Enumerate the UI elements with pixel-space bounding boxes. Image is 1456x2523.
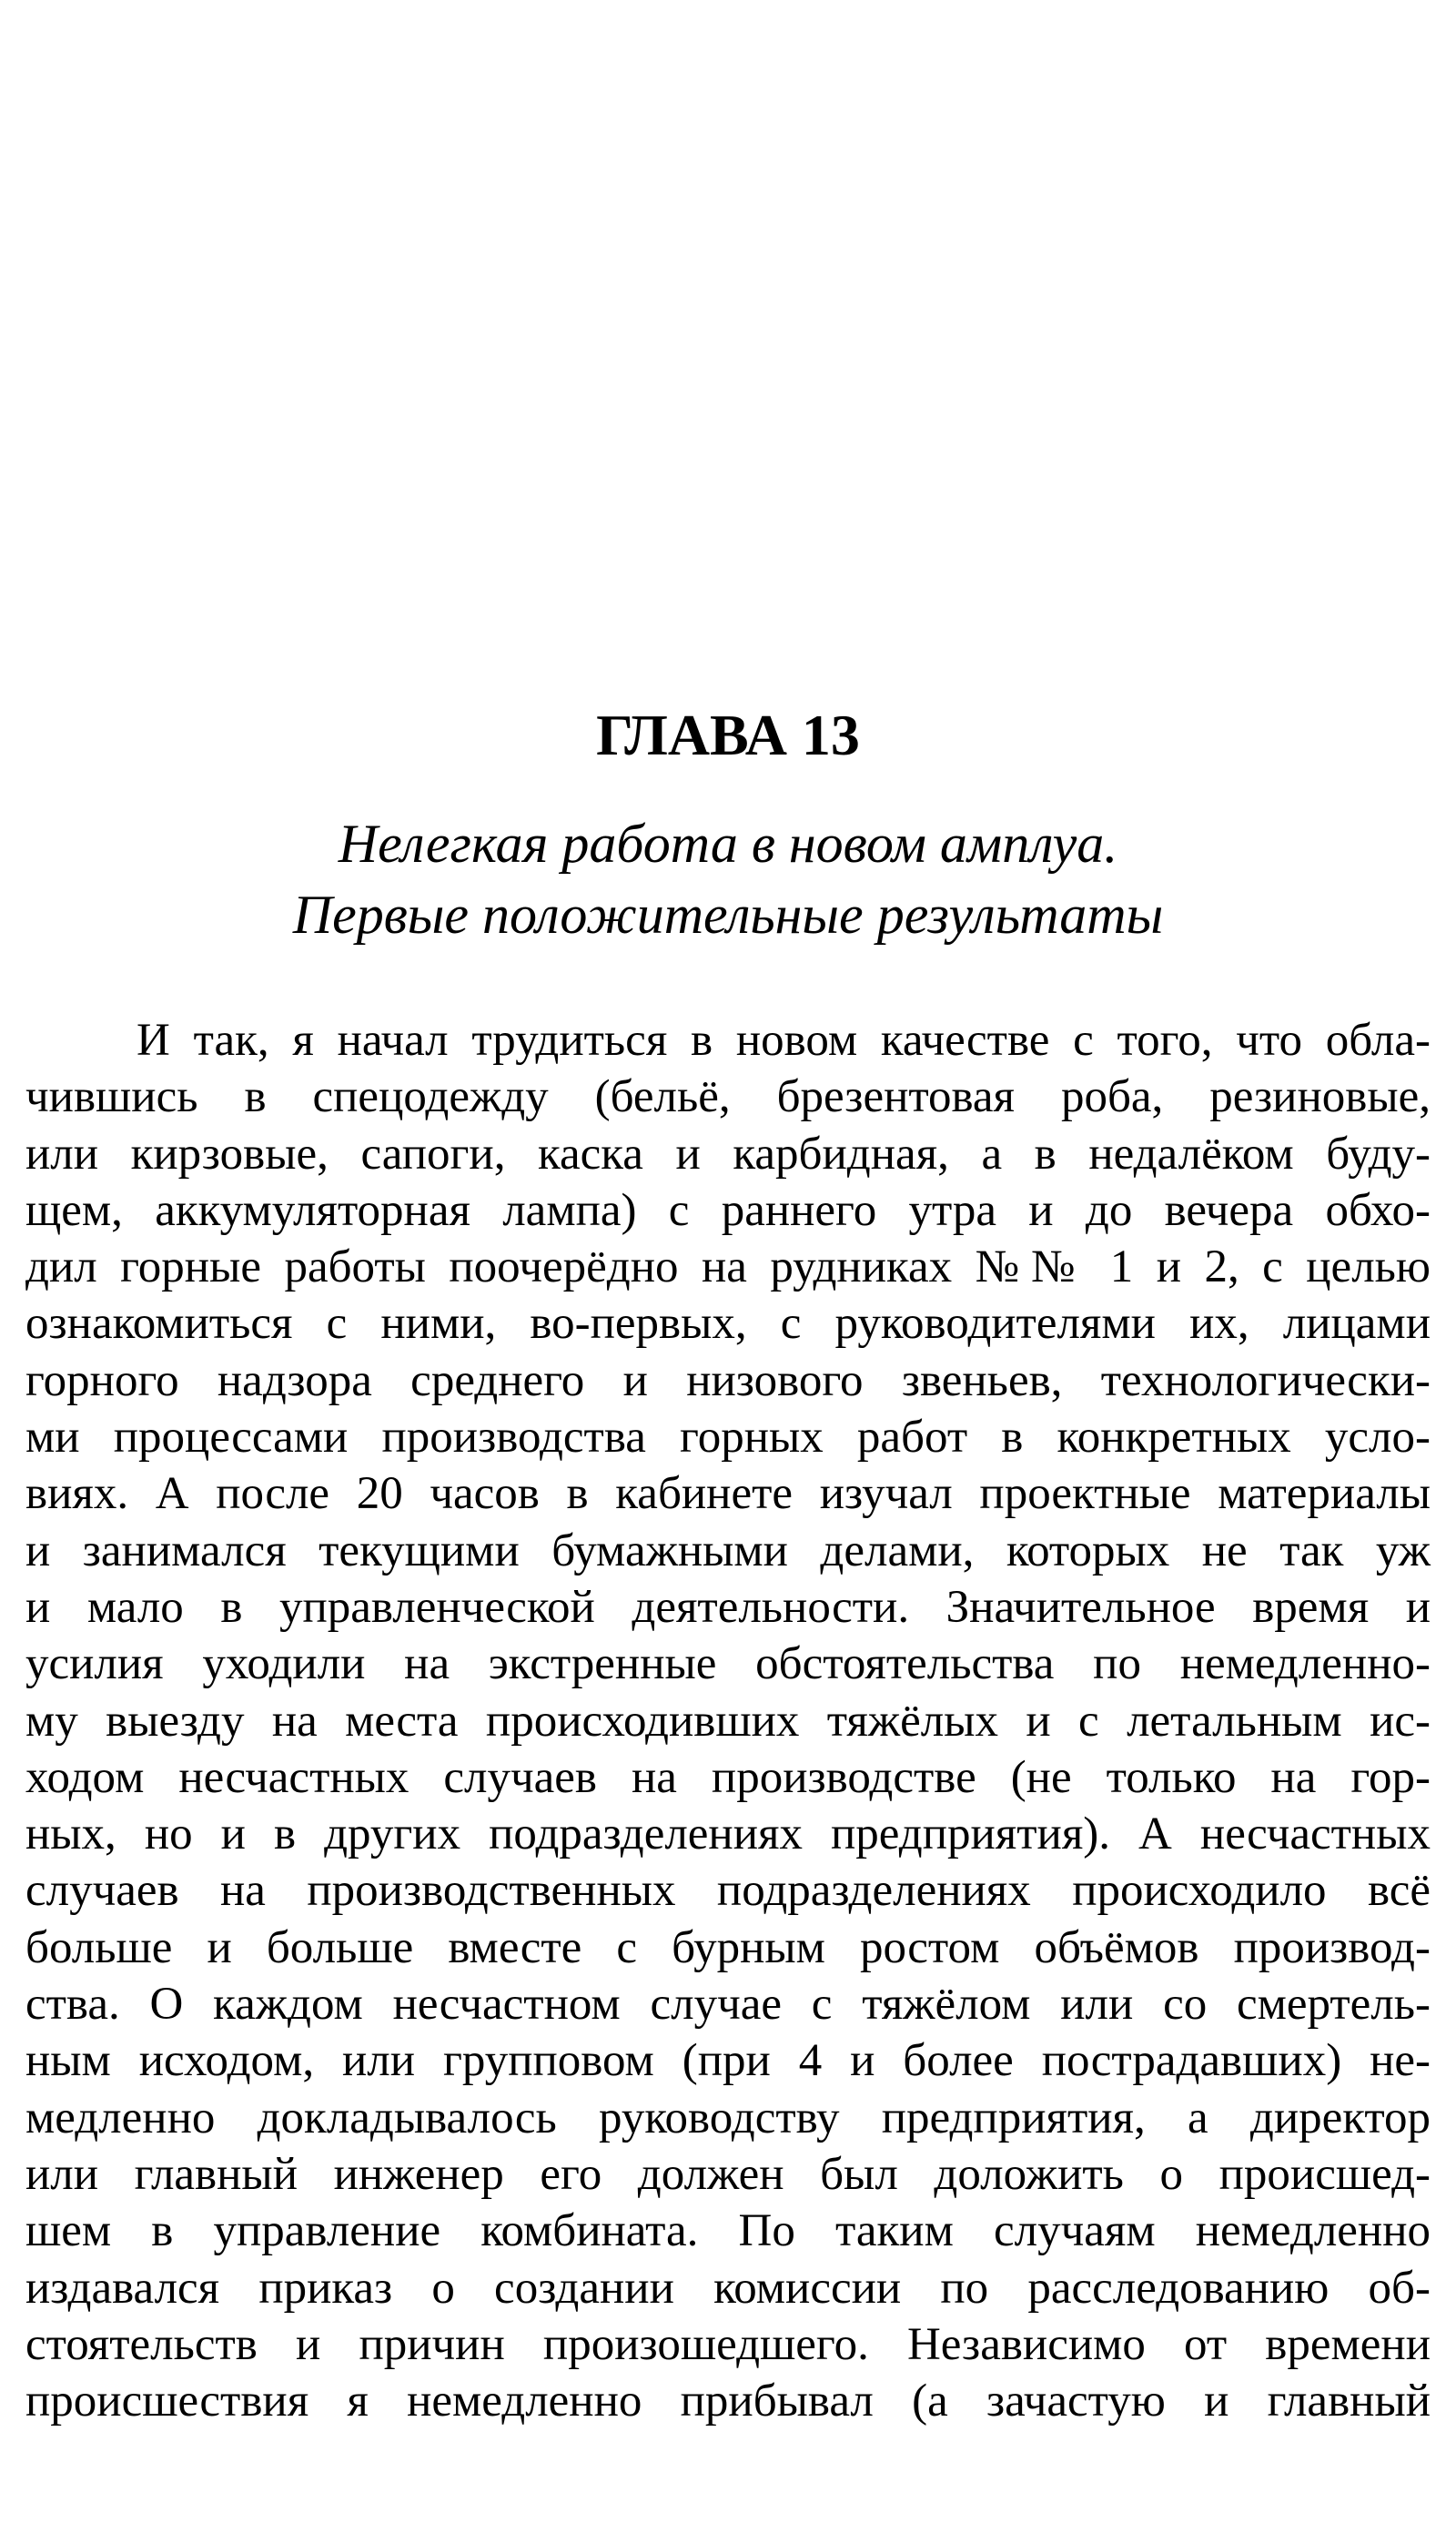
chapter-heading: ГЛАВА 13	[596, 703, 860, 767]
text-line: ным исходом, или групповом (при 4 и более пострадавших) не-	[25, 2035, 1431, 2087]
chapter-subtitle-line: Первые положительные результаты	[292, 885, 1164, 945]
text-line: дил горные работы поочерёдно на рудниках №№ 1 и 2, с целью	[25, 1241, 1431, 1293]
text-line: ходом несчастных случаев на производстве (не только на гор-	[25, 1751, 1431, 1803]
text-line: шем в управление комбината. По таким случаям немедленно	[25, 2205, 1431, 2257]
text-line: И так, я начал трудиться в новом качестве с того, что обла-	[136, 1015, 1431, 1066]
text-line: ных, но и в других подразделениях предприятия). А несчастных	[25, 1809, 1431, 1860]
text-line: издавался приказ о создании комиссии по расследованию об-	[25, 2262, 1431, 2314]
text-line: чившись в спецодежду (бельё, брезентовая роба, резиновые,	[25, 1071, 1431, 1123]
text-line: му выезду на места происходивших тяжёлых и с летальным ис-	[25, 1695, 1431, 1747]
text-line: усилия уходили на экстренные обстоятельства по немедленно-	[25, 1638, 1431, 1690]
text-line: ми процессами производства горных работ в конкретных усло-	[25, 1412, 1431, 1464]
text-line: и занимался текущими бумажными делами, которых не так уж	[25, 1525, 1431, 1576]
text-line: происшествия я немедленно прибывал (а зачастую и главный	[25, 2376, 1431, 2427]
text-line: медленно докладывалось руководству предприятия, а директор	[25, 2092, 1431, 2143]
text-line: виях. А после 20 часов в кабинете изучал проектные материалы	[25, 1468, 1431, 1520]
chapter-subtitle-line: Нелегкая работа в новом амплуа.	[338, 814, 1118, 874]
text-line: или главный инженер его должен был доложить о происшед-	[25, 2148, 1431, 2200]
text-line: больше и больше вместе с бурным ростом объёмов производ-	[25, 1921, 1431, 1973]
text-line: горного надзора среднего и низового звеньев, технологически-	[25, 1354, 1431, 1406]
chapter-subtitle	[0, 808, 1456, 950]
text-line: ознакомиться с ними, во-первых, с руководителями их, лицами	[25, 1298, 1431, 1350]
text-line: и мало в управленческой деятельности. Значительное время и	[25, 1581, 1431, 1633]
text-line: ства. О каждом несчастном случае с тяжёлом или со смертель-	[25, 1979, 1431, 2031]
text-line: щем, аккумуляторная лампа) с раннего утра и до вечера обхо-	[25, 1184, 1431, 1236]
text-line: случаев на производственных подразделениях происходило всё	[25, 1865, 1431, 1917]
body-paragraph	[25, 1012, 1431, 2429]
text-line: стоятельств и причин произошедшего. Независимо от времени	[25, 2318, 1431, 2370]
text-line: или кирзовые, сапоги, каска и карбидная, а в недалёком буду-	[25, 1128, 1431, 1180]
